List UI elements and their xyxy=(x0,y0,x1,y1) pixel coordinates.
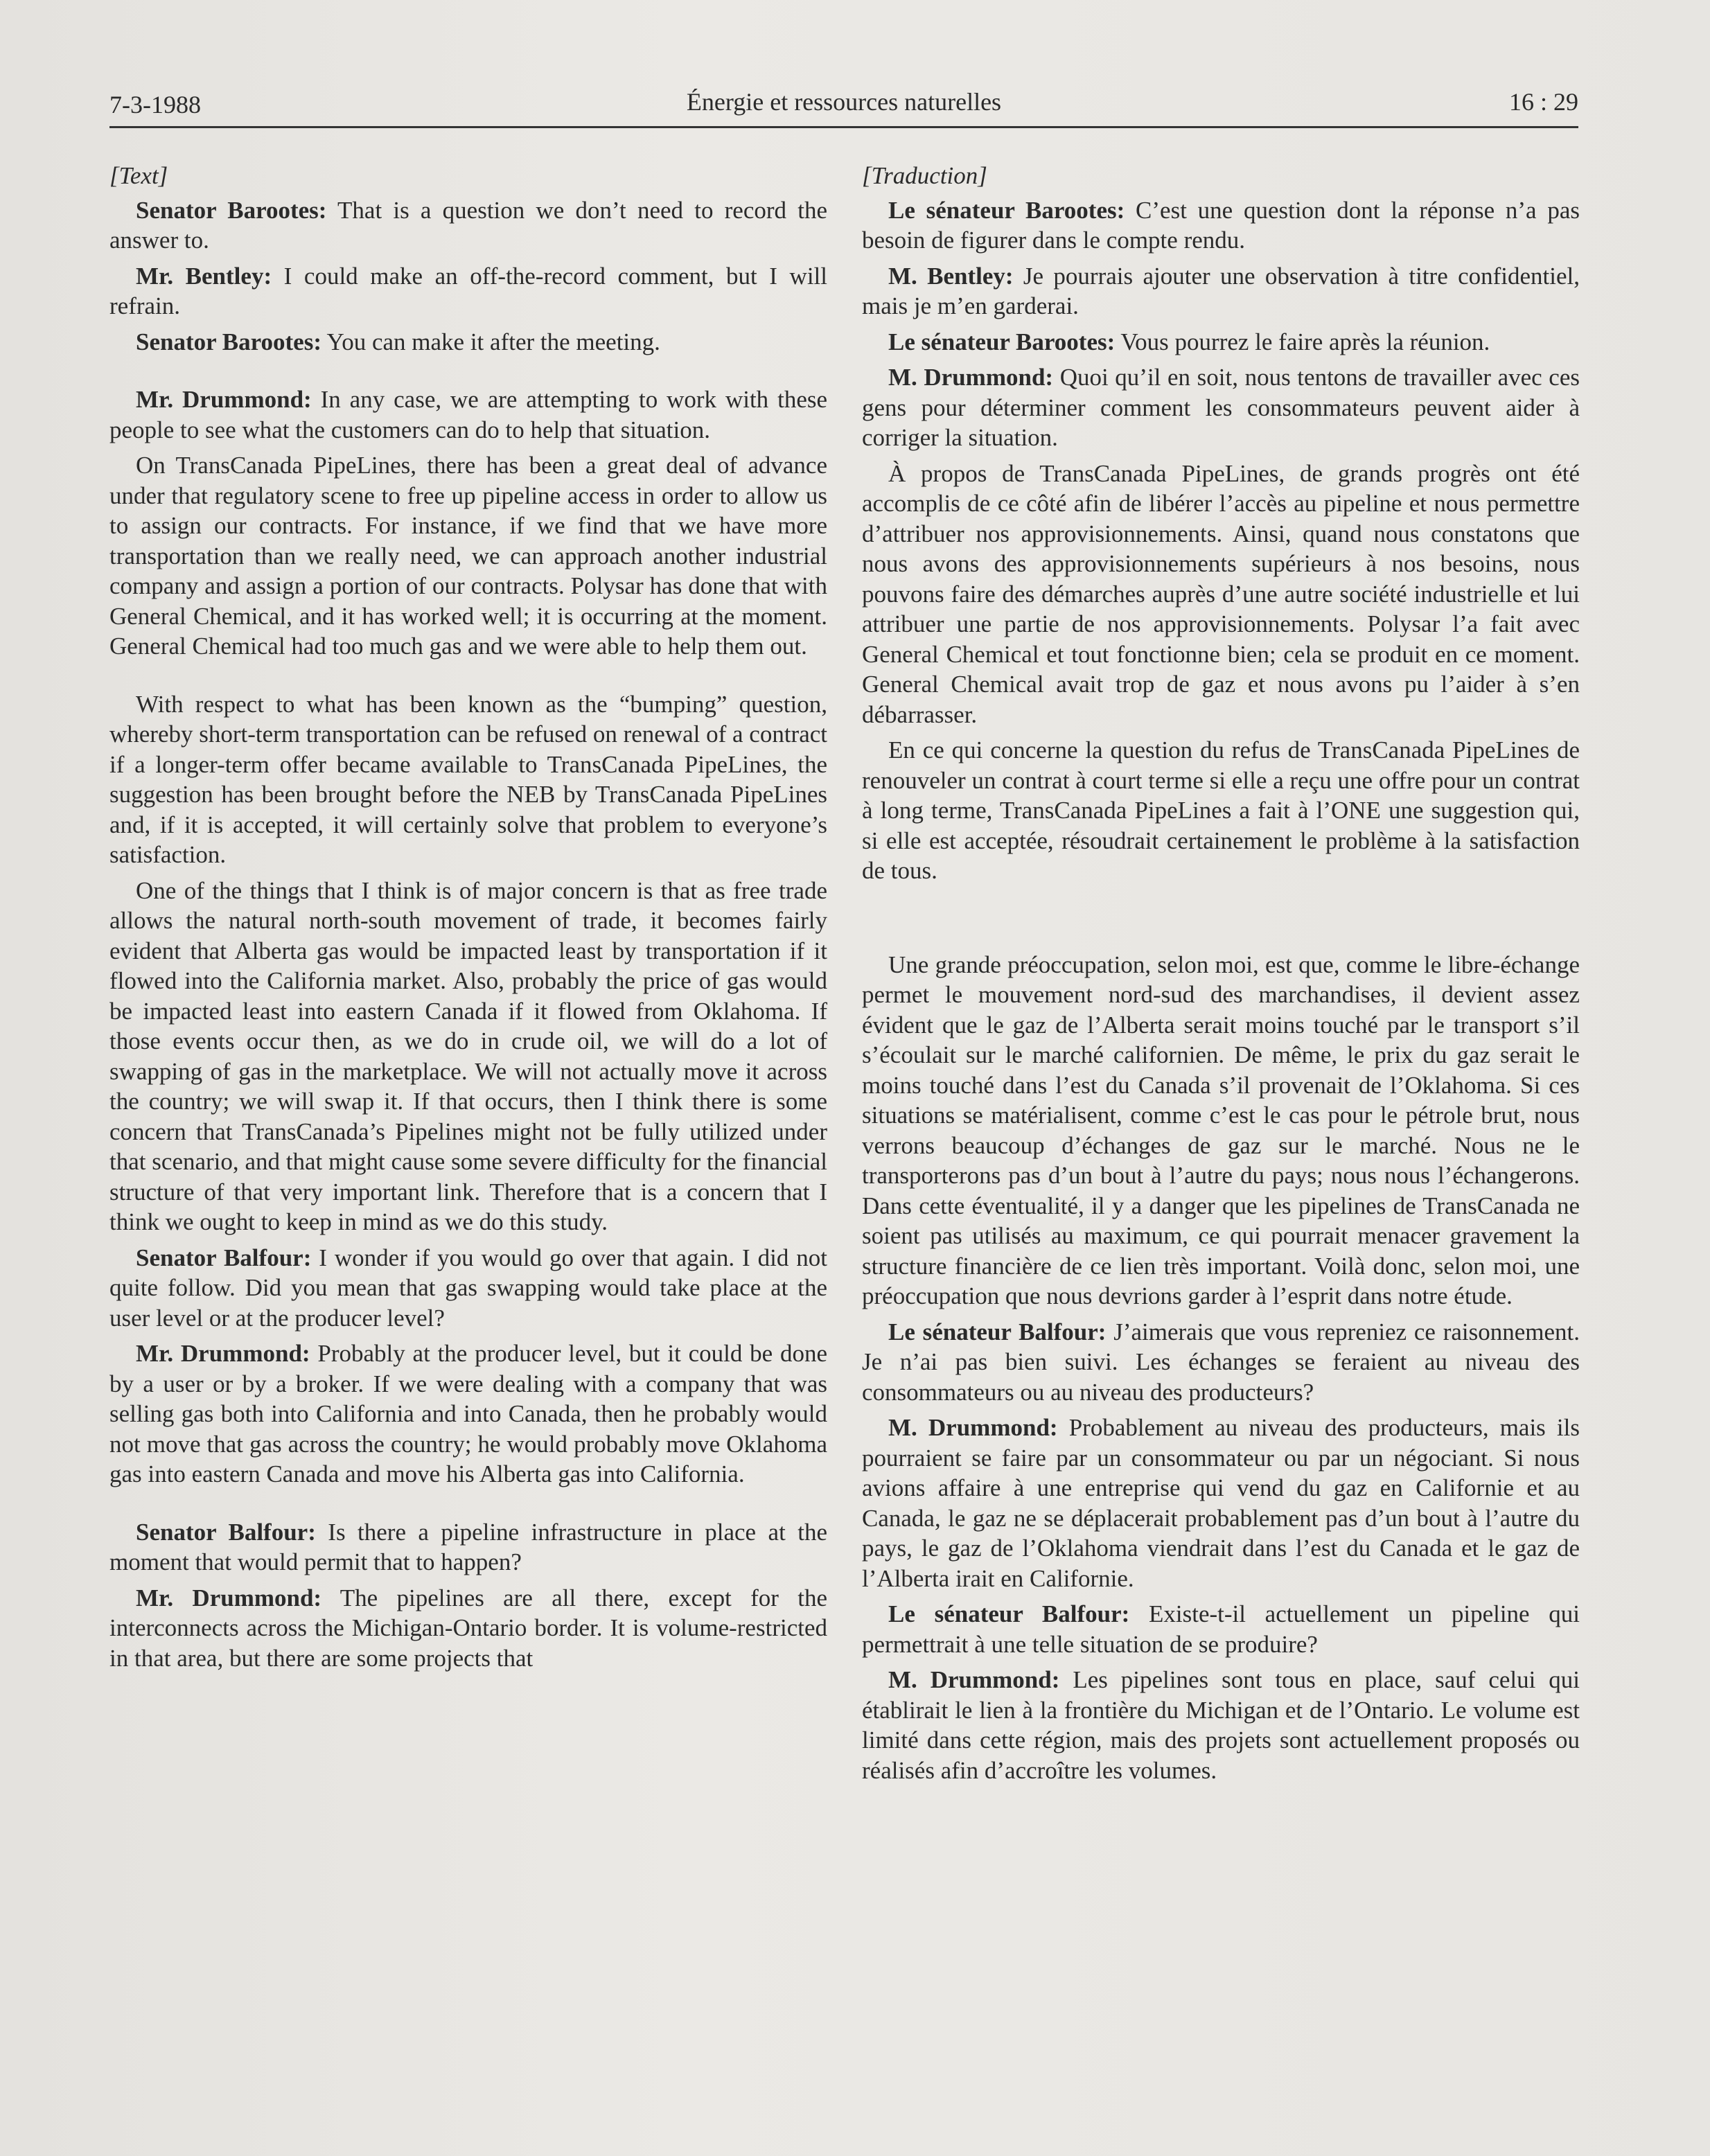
paragraph: En ce qui concerne la question du refus de TransCanada PipeLines de renouveler un contrat à court terme si elle a reçu une offre pour un contrat à long terme, TransCanada PipeLines a fait à l’ONE une suggestion qui, si elle est acceptée, résoudrait certainement le problème à la satisfaction de tous. xyxy=(862,736,1580,884)
header-title: Énergie et ressources naturelles xyxy=(686,88,1002,116)
paragraph: With respect to what has been known as the “bumping” question, whereby short-term transportation can be refused on renewal of a contract if a longer-term offer became available to TransCanada PipeLines, the suggestion has been brought before the NEB by TransCanada PipeLines and, if it is accepted, it will certainly solve that problem to everyone’s satisfaction. xyxy=(109,690,827,868)
paragraph: À propos de TransCanada PipeLines, de grands progrès ont été accomplis de ce côté afin de libérer l’accès au pipeline et nous permettre d’attribuer nos approvisionnements. Ainsi, quand nous constatons que nous avons des approvisionnements supérieurs à nos besoins, nous pouvons faire des démarches auprès d’une autre société industrielle et lui attribuer une partie de nos approvisionnements. Polysar l’a fait avec General Chemical et tout fonctionne bien; cela se produit en ce moment. General Chemical avait trop de gaz et nous avons pu l’aider à s’en débarrasser. xyxy=(862,459,1580,728)
paragraph: M. Bentley: Je pourrais ajouter une observation à titre confidentiel, mais je m’en garderai. xyxy=(862,262,1580,319)
speaker: Senator Balfour: xyxy=(136,1244,312,1271)
language-tag: [Traduction] xyxy=(862,162,987,189)
paragraph: Le sénateur Barootes: Vous pourrez le faire après la réunion. xyxy=(888,328,1490,355)
paragraph: Une grande préoccupation, selon moi, est que, comme le libre-échange permet le mouvement nord-sud des marchandises, il devient assez évident que le gaz de l’Alberta serait moins touché par le transport s’il s’écoulait sur le marché californien. De même, le prix du gaz serait le moins touché dans l’est du Canada s’il provenait de l’Oklahoma. Si ces situations se matérialisent, comme c’est le cas pour le pétrole brut, nous verrons beaucoup d’échanges de gaz sur le marché. Nous ne le transporterons pas d’un bout à l’autre du pays; nous nous l’échangerons. Dans cette éventualité, il y a danger que les pipelines de TransCanada ne soient pas utilisés au maximum, ce qui pourrait menacer gravement la structure financière de ce lien très important. Voilà donc, selon moi, une préoccupation que nous devrions garder à l’esprit dans notre étude. xyxy=(862,951,1580,1309)
paragraph: Mr. Drummond: Probably at the producer level, but it could be done by a user or by a broker. If we were dealing with a company that was selling gas both into California and into Canada, then he probably would not move that gas across the country; he would probably move Oklahoma gas into eastern Canada and move his Alberta gas into California. xyxy=(109,1340,828,1487)
speaker: M. Drummond: xyxy=(888,1414,1058,1441)
speaker: Mr. Drummond: xyxy=(136,386,312,413)
french-column xyxy=(862,161,1580,1791)
paragraph: One of the things that I think is of major concern is that as free trade allows the natural north-south movement of trade, it becomes fairly evident that Alberta gas would be impacted least by transportation if it flowed into the California market. Also, probably the price of gas would be impacted least into eastern Canada if it flowed from Oklahoma. If those events occur then, as we do in crude oil, we will do a lot of swapping of gas in the marketplace. We will not actually move it across the country; we will swap it. If that occurs, then I think there is some concern that TransCanada’s Pipelines might not be fully utilized under that scenario, and that might cause some severe difficulty for the financial structure of that very important link. Therefore that is a concern that I think we ought to keep in mind as we do this study. xyxy=(109,876,827,1235)
speaker: Senator Balfour: xyxy=(136,1518,316,1546)
paragraph: Mr. Bentley: I could make an off-the-record comment, but I will refrain. xyxy=(109,262,827,319)
paragraph: Senator Balfour: I wonder if you would go over that again. I did not quite follow. Did you mean that gas swapping would take place at the user level or at the producer level? xyxy=(109,1244,828,1332)
paragraph: Mr. Drummond: In any case, we are attempting to work with these people to see what the customers can do to help that situation. xyxy=(109,386,828,443)
speaker: Le sénateur Balfour: xyxy=(888,1600,1130,1627)
paragraph: Senator Barootes: You can make it after the meeting. xyxy=(136,328,660,355)
speaker: Senator Barootes: xyxy=(136,196,327,224)
speaker: M. Bentley: xyxy=(888,262,1014,290)
paragraph: M. Drummond: Probablement au niveau des producteurs, mais ils pourraient se faire par un consommateur ou par un négociant. Si nous avions affaire à une entreprise qui vend du gaz en Californie et au Canada, le gaz ne se déplacerait probablement pas d’un bout à l’autre du pays, le gaz de l’Oklahoma viendrait dans l’est du Canada et le gaz de l’Alberta irait en Californie. xyxy=(862,1414,1580,1592)
header-date: 7-3-1988 xyxy=(109,91,201,118)
running-header xyxy=(109,85,1578,128)
paragraph: On TransCanada PipeLines, there has been a great deal of advance under that regulatory scene to free up pipeline access in order to allow us to assign our contracts. For instance, if we find that we have more transportation than we really need, we can approach another industrial company and assign a portion of our contracts. Polysar has done that with General Chemical, and it has worked well; it is occurring at the moment. General Chemical had too much gas and we were able to help them out. xyxy=(109,452,827,660)
speaker: Le sénateur Barootes: xyxy=(888,196,1125,224)
paragraph: Le sénateur Barootes: C’est une question dont la réponse n’a pas besoin de figurer dans le compte rendu. xyxy=(862,196,1580,254)
paragraph: M. Drummond: Les pipelines sont tous en place, sauf celui qui établirait le lien à la frontière du Michigan et de l’Ontario. Le volume est limité dans cette région, mais des projets sont actuellement proposés ou réalisés afin d’accroître les volumes. xyxy=(862,1666,1580,1784)
speaker: Senator Barootes: xyxy=(136,328,321,355)
paragraph: Le sénateur Balfour: Existe-t-il actuellement un pipeline qui permettrait à une telle situation de se produire? xyxy=(862,1600,1580,1658)
speaker: Mr. Drummond: xyxy=(136,1584,322,1611)
header-page-number: 16 : 29 xyxy=(1508,88,1578,116)
speaker: M. Drummond: xyxy=(888,1666,1060,1693)
speaker: M. Drummond: xyxy=(888,364,1054,391)
paragraph: Le sénateur Balfour: J’aimerais que vous repreniez ce raisonnement. Je n’ai pas bien suivi. Les échanges se feraient au niveau des consommateurs ou au niveau des producteurs? xyxy=(862,1318,1580,1406)
paragraph: Mr. Drummond: The pipelines are all there, except for the interconnects across the Michigan-Ontario border. It is volume-restricted in that area, but there are some projects that xyxy=(109,1584,827,1672)
paragraph: M. Drummond: Quoi qu’il en soit, nous tentons de travailler avec ces gens pour déterminer comment les consommateurs peuvent aider à corriger la situation. xyxy=(862,364,1580,451)
english-column xyxy=(109,161,827,1679)
speaker: Mr. Bentley: xyxy=(136,262,272,290)
paragraph: Senator Barootes: That is a question we don’t need to record the answer to. xyxy=(109,196,827,254)
speaker: Le sénateur Barootes: xyxy=(888,328,1116,355)
language-tag: [Text] xyxy=(109,162,168,189)
speaker: Mr. Drummond: xyxy=(136,1340,310,1367)
speaker: Le sénateur Balfour: xyxy=(888,1318,1107,1345)
paragraph: Senator Balfour: Is there a pipeline infrastructure in place at the moment that would permit that to happen? xyxy=(109,1518,827,1575)
